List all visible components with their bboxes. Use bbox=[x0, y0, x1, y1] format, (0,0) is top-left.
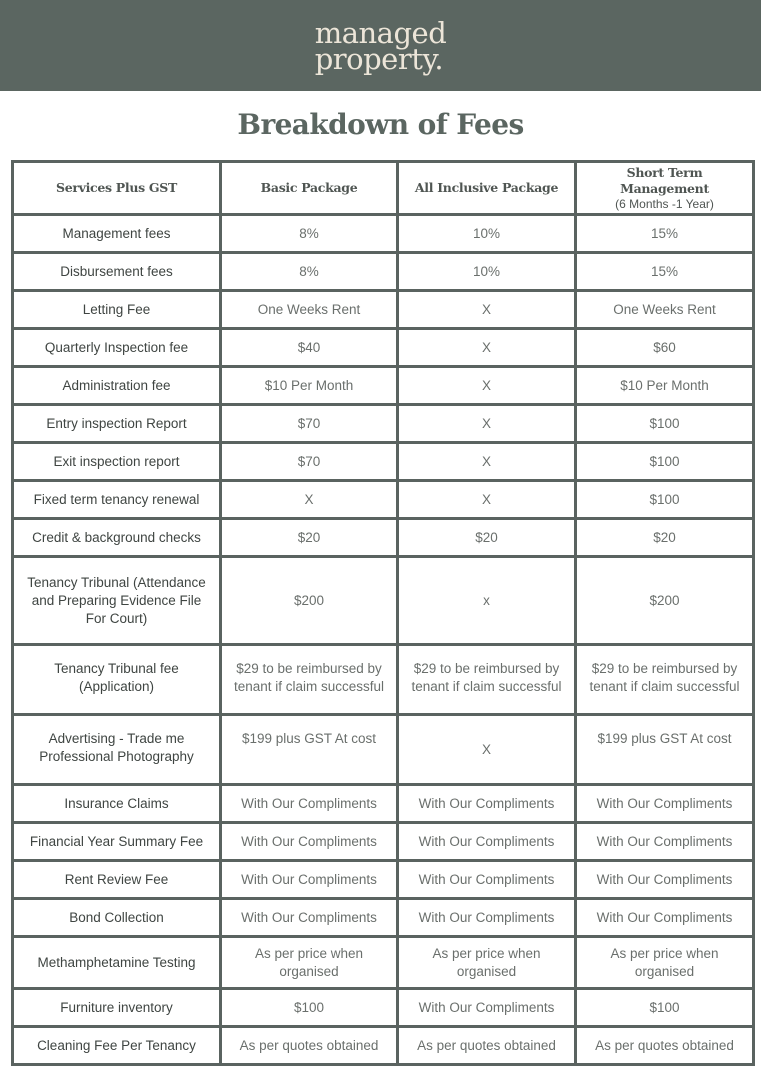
table-row bbox=[13, 989, 754, 1027]
inclusive-cell: With Our Compliments bbox=[398, 989, 576, 1027]
table-header-row bbox=[13, 162, 754, 215]
basic-cell: $199 plus GST At cost bbox=[221, 715, 398, 785]
service-cell: Furniture inventory bbox=[13, 989, 221, 1027]
service-cell: Letting Fee bbox=[13, 291, 221, 329]
inclusive-cell: X bbox=[398, 405, 576, 443]
basic-cell: $29 to be reimbursed by tenant if claim successful bbox=[221, 645, 398, 715]
basic-cell: $70 bbox=[221, 443, 398, 481]
table-row bbox=[13, 367, 754, 405]
basic-cell: $10 Per Month bbox=[221, 367, 398, 405]
short-term-cell: $20 bbox=[576, 519, 754, 557]
header-short-term-management: Short Term Management (6 Months -1 Year) bbox=[576, 162, 754, 215]
inclusive-cell: With Our Compliments bbox=[398, 785, 576, 823]
fees-table bbox=[11, 160, 755, 1066]
basic-cell: With Our Compliments bbox=[221, 823, 398, 861]
header-short-term-subtitle: (6 Months -1 Year) bbox=[615, 197, 714, 211]
short-term-cell: With Our Compliments bbox=[576, 899, 754, 937]
basic-cell: One Weeks Rent bbox=[221, 291, 398, 329]
inclusive-cell: X bbox=[398, 329, 576, 367]
inclusive-cell: $29 to be reimbursed by tenant if claim successful bbox=[398, 645, 576, 715]
inclusive-cell: X bbox=[398, 443, 576, 481]
short-term-cell: $29 to be reimbursed by tenant if claim successful bbox=[576, 645, 754, 715]
inclusive-cell: X bbox=[398, 367, 576, 405]
service-cell: Disbursement fees bbox=[13, 253, 221, 291]
inclusive-cell: $20 bbox=[398, 519, 576, 557]
table-row bbox=[13, 443, 754, 481]
basic-cell: As per quotes obtained bbox=[221, 1027, 398, 1065]
table-row bbox=[13, 557, 754, 645]
basic-cell: 8% bbox=[221, 253, 398, 291]
service-cell: Tenancy Tribunal (Attendance and Preparing Evidence File For Court) bbox=[13, 557, 221, 645]
service-cell: Bond Collection bbox=[13, 899, 221, 937]
basic-cell: 8% bbox=[221, 215, 398, 253]
table-row bbox=[13, 937, 754, 989]
short-term-cell: $60 bbox=[576, 329, 754, 367]
header-services: Services Plus GST bbox=[13, 162, 221, 215]
header-banner bbox=[0, 0, 761, 91]
service-cell: Administration fee bbox=[13, 367, 221, 405]
short-term-cell: $100 bbox=[576, 405, 754, 443]
short-term-cell: $10 Per Month bbox=[576, 367, 754, 405]
inclusive-cell: With Our Compliments bbox=[398, 861, 576, 899]
table-row bbox=[13, 645, 754, 715]
header-all-inclusive-package: All Inclusive Package bbox=[398, 162, 576, 215]
basic-cell: $70 bbox=[221, 405, 398, 443]
table-row bbox=[13, 405, 754, 443]
basic-cell: As per price when organised bbox=[221, 937, 398, 989]
short-term-cell: $100 bbox=[576, 443, 754, 481]
table-row bbox=[13, 481, 754, 519]
table-row bbox=[13, 823, 754, 861]
basic-cell: $20 bbox=[221, 519, 398, 557]
short-term-cell: One Weeks Rent bbox=[576, 291, 754, 329]
service-cell: Rent Review Fee bbox=[13, 861, 221, 899]
table-row bbox=[13, 291, 754, 329]
table-row bbox=[13, 861, 754, 899]
short-term-cell: $100 bbox=[576, 989, 754, 1027]
service-cell: Credit & background checks bbox=[13, 519, 221, 557]
inclusive-cell: x bbox=[398, 557, 576, 645]
table-row bbox=[13, 899, 754, 937]
table-row bbox=[13, 715, 754, 785]
basic-cell: With Our Compliments bbox=[221, 899, 398, 937]
service-cell: Exit inspection report bbox=[13, 443, 221, 481]
page-title: Breakdown of Fees bbox=[237, 108, 524, 141]
table-row bbox=[13, 1027, 754, 1065]
basic-cell: $200 bbox=[221, 557, 398, 645]
basic-cell: $40 bbox=[221, 329, 398, 367]
inclusive-cell: X bbox=[398, 481, 576, 519]
short-term-cell: With Our Compliments bbox=[576, 823, 754, 861]
brand-logo-line1: managed bbox=[314, 15, 447, 50]
short-term-cell: With Our Compliments bbox=[576, 861, 754, 899]
brand-logo-line2: property. bbox=[314, 41, 444, 76]
service-cell: Management fees bbox=[13, 215, 221, 253]
service-cell: Insurance Claims bbox=[13, 785, 221, 823]
inclusive-cell: As per quotes obtained bbox=[398, 1027, 576, 1065]
service-cell: Financial Year Summary Fee bbox=[13, 823, 221, 861]
short-term-cell: $200 bbox=[576, 557, 754, 645]
short-term-cell: 15% bbox=[576, 215, 754, 253]
brand-logo bbox=[314, 15, 447, 76]
service-cell: Tenancy Tribunal fee (Application) bbox=[13, 645, 221, 715]
short-term-cell: 15% bbox=[576, 253, 754, 291]
table-row bbox=[13, 329, 754, 367]
inclusive-cell: 10% bbox=[398, 215, 576, 253]
basic-cell: $100 bbox=[221, 989, 398, 1027]
inclusive-cell: As per price when organised bbox=[398, 937, 576, 989]
table-row bbox=[13, 519, 754, 557]
service-cell: Fixed term tenancy renewal bbox=[13, 481, 221, 519]
basic-cell: X bbox=[221, 481, 398, 519]
table-row bbox=[13, 785, 754, 823]
inclusive-cell: With Our Compliments bbox=[398, 899, 576, 937]
service-cell: Advertising - Trade me Professional Photography bbox=[13, 715, 221, 785]
inclusive-cell: With Our Compliments bbox=[398, 823, 576, 861]
service-cell: Cleaning Fee Per Tenancy bbox=[13, 1027, 221, 1065]
basic-cell: With Our Compliments bbox=[221, 785, 398, 823]
short-term-cell: As per price when organised bbox=[576, 937, 754, 989]
short-term-cell: $100 bbox=[576, 481, 754, 519]
short-term-cell: As per quotes obtained bbox=[576, 1027, 754, 1065]
table-row bbox=[13, 215, 754, 253]
header-basic-package: Basic Package bbox=[221, 162, 398, 215]
service-cell: Quarterly Inspection fee bbox=[13, 329, 221, 367]
short-term-cell: With Our Compliments bbox=[576, 785, 754, 823]
inclusive-cell: 10% bbox=[398, 253, 576, 291]
short-term-cell: $199 plus GST At cost bbox=[576, 715, 754, 785]
table-row bbox=[13, 253, 754, 291]
inclusive-cell: X bbox=[398, 715, 576, 785]
inclusive-cell: X bbox=[398, 291, 576, 329]
service-cell: Methamphetamine Testing bbox=[13, 937, 221, 989]
basic-cell: With Our Compliments bbox=[221, 861, 398, 899]
service-cell: Entry inspection Report bbox=[13, 405, 221, 443]
